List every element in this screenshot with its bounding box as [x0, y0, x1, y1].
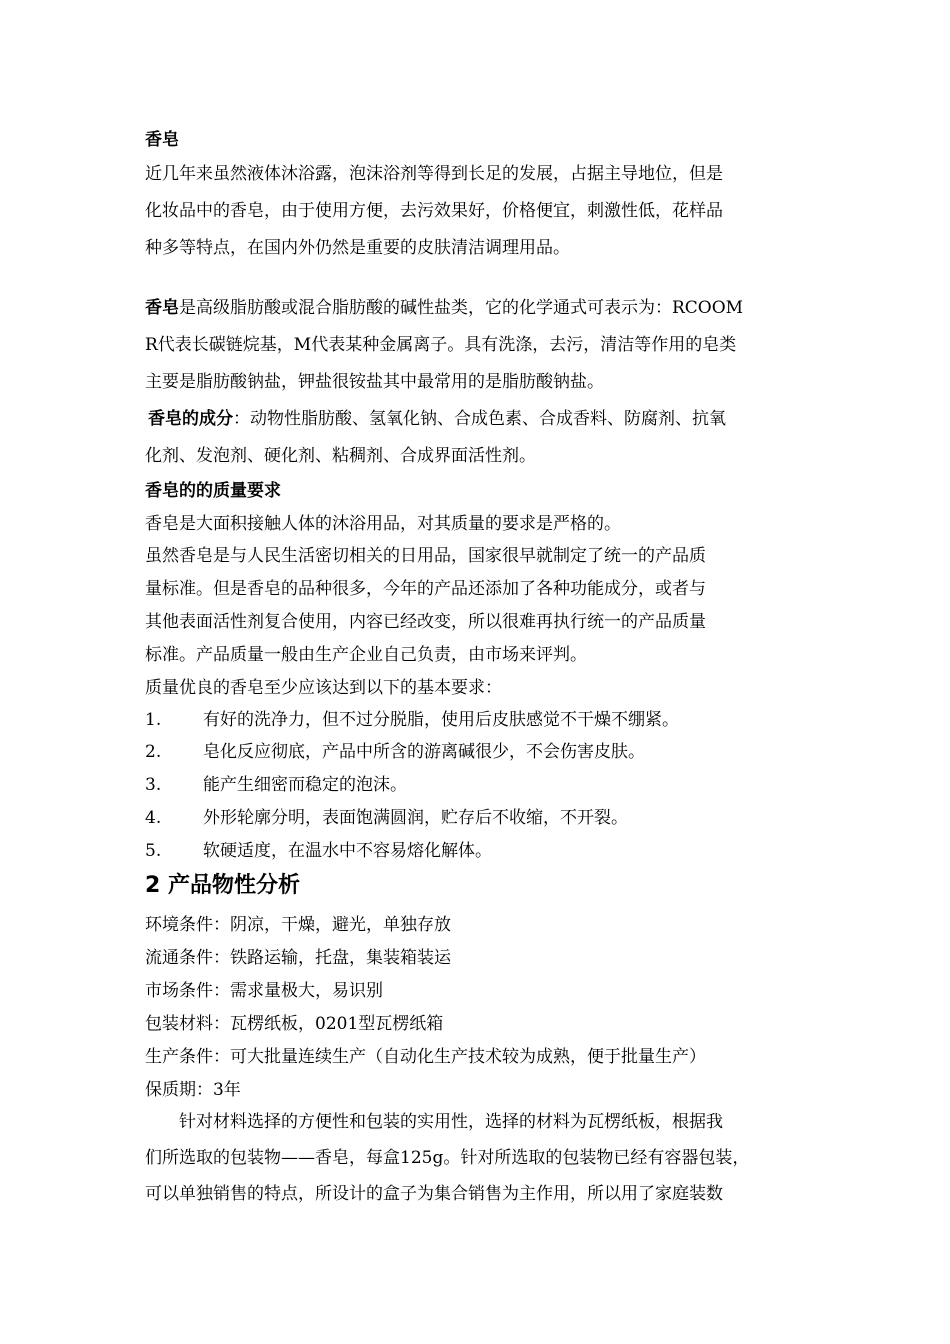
definition-text: 是高级脂肪酸或混合脂肪酸的碱性盐类，它的化学通式可表示为：RCOOM	[179, 298, 744, 318]
ingredients-line	[148, 408, 726, 430]
ingredients-line: 化剂、发泡剂、硬化剂、粘稠剂、合成界面活性剂。	[145, 446, 536, 466]
definition-line: 主要是脂肪酸钠盐，钾盐很铵盐其中最常用的是脂肪酸钠盐。	[145, 372, 604, 392]
definition-bold-term: 香皂	[145, 298, 179, 318]
quality-title: 香皂的的质量要求	[145, 481, 281, 501]
requirement-number: 5.	[145, 841, 162, 861]
quality-line: 标准。产品质量一般由生产企业自己负责，由市场来评判。	[145, 645, 587, 665]
definition-line: R代表长碳链烷基，M代表某种金属离子。具有洗涤，去污，清洁等作用的皂类	[145, 335, 737, 355]
section-title-soap: 香皂	[145, 130, 179, 150]
requirement-number: 4.	[145, 808, 162, 828]
property-line: 流通条件：铁路运输，托盘，集装箱装运	[145, 948, 451, 968]
requirement-text: 软硬适度，在温水中不容易熔化解体。	[203, 841, 492, 861]
quality-line: 香皂是大面积接触人体的沐浴用品，对其质量的要求是严格的。	[145, 514, 621, 534]
requirement-number: 1.	[145, 710, 162, 730]
property-line: 保质期：3年	[145, 1080, 241, 1100]
property-line: 环境条件：阴凉，干燥，避光，单独存放	[145, 915, 451, 935]
requirement-text: 能产生细密而稳定的泡沫。	[203, 775, 407, 795]
section-heading-product-analysis: 2 产品物性分析	[145, 873, 300, 898]
requirement-text: 皂化反应彻底，产品中所含的游离碱很少，不会伤害皮肤。	[203, 742, 645, 762]
intro-line: 化妆品中的香皂，由于使用方便，去污效果好，价格便宜，刺激性低，花样品	[145, 201, 723, 221]
requirement-item	[145, 807, 628, 829]
requirement-item	[145, 741, 645, 763]
requirement-number: 2.	[145, 742, 162, 762]
intro-line: 种多等特点，在国内外仍然是重要的皮肤清洁调理用品。	[145, 238, 570, 258]
quality-line: 质量优良的香皂至少应该达到以下的基本要求：	[145, 678, 502, 698]
requirement-number: 3.	[145, 775, 162, 795]
quality-line: 其他表面活性剂复合使用，内容已经改变，所以很难再执行统一的产品质量	[145, 612, 706, 632]
paragraph-line: 可以单独销售的特点，所设计的盒子为集合销售为主作用，所以用了家庭装数	[145, 1184, 723, 1204]
ingredients-bold-term: 香皂的成分	[148, 409, 233, 429]
requirement-text: 有好的洗净力，但不过分脱脂，使用后皮肤感觉不干燥不绷紧。	[203, 710, 679, 730]
requirement-item	[145, 774, 407, 796]
property-line: 生产条件：可大批量连续生产（自动化生产技术较为成熟，便于批量生产）	[145, 1047, 706, 1067]
ingredients-text: ：动物性脂肪酸、氢氧化钠、合成色素、合成香料、防腐剂、抗氧	[233, 409, 726, 429]
requirement-item	[145, 840, 492, 862]
requirement-text: 外形轮廓分明，表面饱满圆润，贮存后不收缩，不开裂。	[203, 808, 628, 828]
quality-line: 量标准。但是香皂的品种很多，今年的产品还添加了各种功能成分，或者与	[145, 579, 706, 599]
quality-line: 虽然香皂是与人民生活密切相关的日用品，国家很早就制定了统一的产品质	[145, 546, 706, 566]
property-line: 包装材料：瓦楞纸板，0201型瓦楞纸箱	[145, 1014, 444, 1034]
paragraph-line: 们所选取的包装物——香皂，每盒125g。针对所选取的包装物已经有容器包装，	[145, 1148, 750, 1168]
intro-line: 近几年来虽然液体沐浴露，泡沫浴剂等得到长足的发展，占据主导地位，但是	[145, 164, 723, 184]
property-line: 市场条件：需求量极大，易识别	[145, 981, 383, 1001]
definition-line	[145, 297, 743, 319]
paragraph-line: 针对材料选择的方便性和包装的实用性，选择的材料为瓦楞纸板，根据我	[179, 1112, 723, 1132]
requirement-item	[145, 709, 679, 731]
